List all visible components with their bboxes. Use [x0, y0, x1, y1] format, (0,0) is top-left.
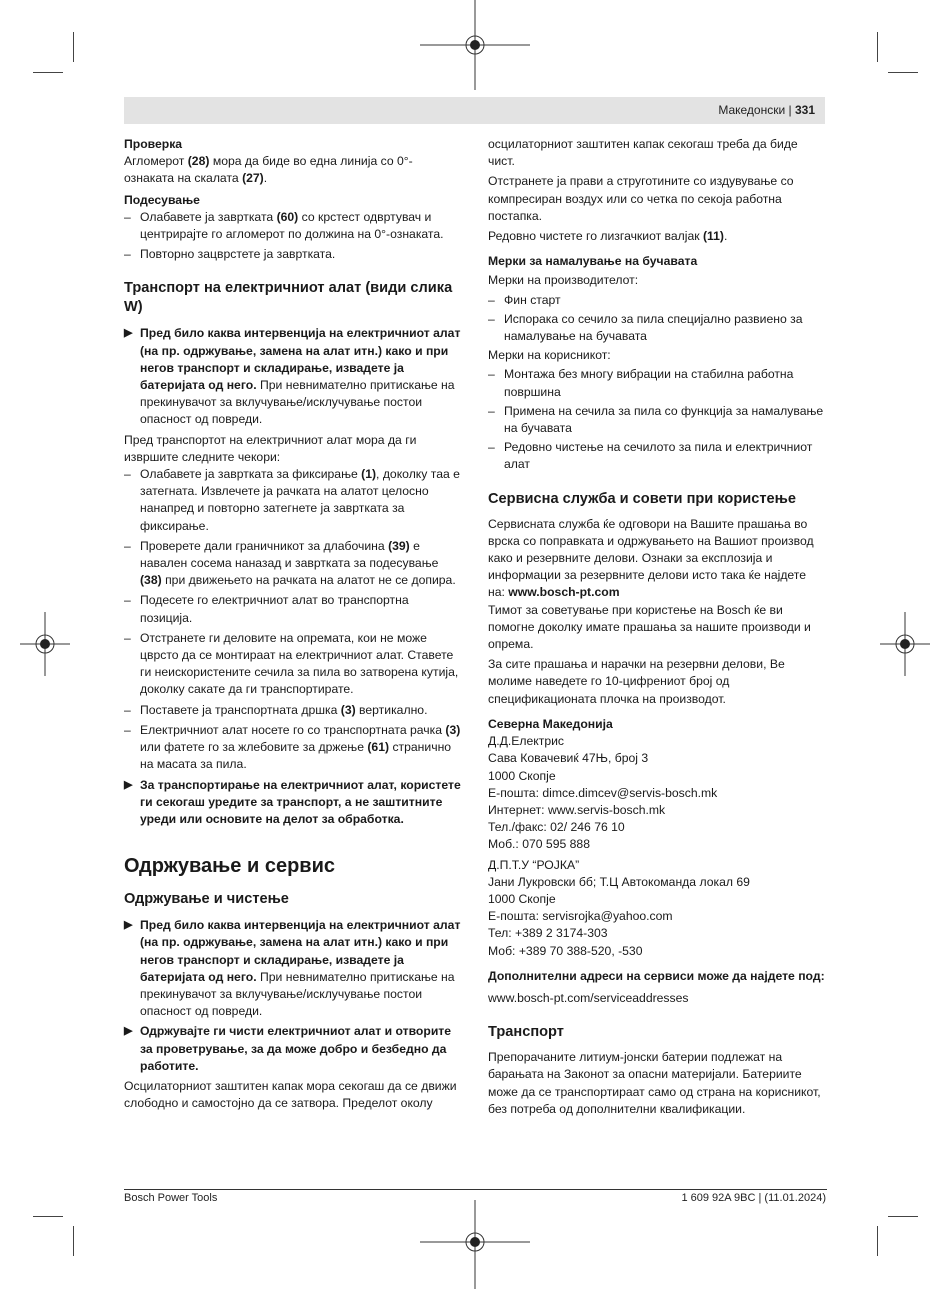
- paragraph: Осцилаторниот заштитен капак мора секогаш да се движи слободно и самостојно да се затвора. Пределот околу: [124, 1078, 457, 1111]
- check-heading: Проверка: [124, 137, 183, 151]
- triangle-bullet-icon: ▶: [124, 1025, 133, 1038]
- address-line: 1000 Скопје: [488, 891, 556, 906]
- cleaning-heading: Одржување и чистење: [124, 891, 289, 908]
- footer-brand: Bosch Power Tools: [124, 1192, 218, 1204]
- registration-mark-bottom: [420, 1200, 530, 1289]
- warning-item: ▶ За транспортирање на електричниот алат, користете ги секогаш уредите за транспорт, а не заштитните уреди или основите на делот за обработка.: [124, 777, 461, 826]
- crop-mark: [877, 32, 878, 62]
- list-item: – Олабавете ја завртката (60) со крстест одвртувач и центрирајте го агломерот по должина на 0°-ознаката.: [124, 209, 462, 243]
- footer-doc-id: 1 609 92A 9BC | (11.01.2024): [681, 1192, 826, 1204]
- address-line: Моб.: 070 595 888: [488, 837, 590, 852]
- paragraph: Сервисната служба ќе одговори на Вашите прашања во врска со поправката и одржувањето на Вашиот производ како и резервните делови. Ознаки за експлозија и информации за резервните делови исто така ќе најдете на: www.bosch-pt.com: [488, 516, 814, 600]
- service-addresses-link[interactable]: www.bosch-pt.com/serviceaddresses: [488, 990, 689, 1005]
- warning-item: ▶ Пред било каква интервенција на електричниот алат (на пр. одржување, замена на алат итн.) како и при негов транспорт и складирање, извадете ја батеријата од него. При невнимателно притискање на прекинувачот за вклучување/исклучување постои опасност од повреди.: [124, 918, 461, 1019]
- list-item: – Фин старт: [488, 292, 826, 309]
- transport-heading: Транспорт на електричниот алат (види слика W): [124, 280, 453, 316]
- list-item: – Испорака со сечило за пила специјално развиено за намалување на бучавата: [488, 311, 826, 345]
- warning-item: ▶ Пред било каква интервенција на електричниот алат (на пр. одржување, замена на алат итн.) како и при негов транспорт и складирање, извадете ја батеријата од него. При невнимателно притискање на прекинувачот за вклучување/исклучување постои опасност од повреди.: [124, 326, 461, 427]
- address-line: Интернет: www.servis-bosch.mk: [488, 802, 666, 817]
- registration-mark-right: [880, 612, 930, 676]
- address-line: Моб: +389 70 388-520, -530: [488, 943, 643, 958]
- address-line: Сава Ковачевиќ 47Њ, број 3: [488, 751, 649, 766]
- transport-heading: Транспорт: [488, 1024, 564, 1041]
- triangle-bullet-icon: ▶: [124, 327, 133, 340]
- paragraph: Препорачаните литиум-јонски батерии подлежат на барањата на Законот за опасни материјали. Батериите може да се транспортираат само од страна на корисникот, без потреба од дополнителни квалификации.: [488, 1050, 821, 1116]
- registration-mark-top: [420, 0, 530, 90]
- crop-mark: [888, 1216, 918, 1217]
- address-line: Д.Д.Електрис: [488, 734, 565, 749]
- service-heading: Сервисна служба и совети при користење: [488, 490, 796, 507]
- list-item: – Проверете дали граничникот за длабочина (39) е навален сосема наназад и завртката за подесување (38) при движењето на рачката на алатот не се допира.: [124, 538, 462, 590]
- address-line: Е-пошта: servisrojka@yahoo.com: [488, 909, 673, 924]
- crop-mark: [73, 1226, 74, 1256]
- triangle-bullet-icon: ▶: [124, 919, 133, 932]
- paragraph: Редовно чистете го лизгачкиот валјак (11).: [488, 229, 728, 244]
- header-language: Македонски: [718, 103, 786, 117]
- crop-mark: [73, 32, 74, 62]
- list-item: – Редовно чистење на сечилото за пила и електричниот алат: [488, 439, 826, 473]
- footer-divider: [124, 1189, 827, 1190]
- country-heading: Северна Македонија: [488, 716, 613, 731]
- paragraph: Мерки на производителот:: [488, 273, 639, 288]
- list-item: – Примена на сечила за пила со функција за намалување на бучавата: [488, 403, 826, 437]
- crop-mark: [33, 1216, 63, 1217]
- right-column: [488, 136, 826, 1118]
- paragraph: Отстранете ја прави а струготините со издувување со компресиран воздух или со четка по секоја работна постапка.: [488, 174, 794, 223]
- list-item: – Олабавете ја завртката за фиксирање (1), доколку таа е затегната. Извлечете ја рачката на алатот целосно нанапред и повторно затегнете ја завртката за фиксирање.: [124, 466, 462, 535]
- list-item: – Подесете го електричниот алат во транспортна позиција.: [124, 592, 462, 626]
- address-block: [488, 857, 826, 960]
- paragraph: Тимот за советување при користење на Bosch ќе ви помогне доколку имате прашања за нашите производи и опрема.: [488, 602, 811, 652]
- paragraph: осцилаторниот заштитен капак секогаш треба да биде чист.: [488, 137, 798, 169]
- address-line: Јани Лукровски бб; Т.Ц Автокоманда локал 69: [488, 874, 750, 889]
- page-number: 331: [794, 103, 815, 117]
- paragraph: Мерки на корисникот:: [488, 348, 611, 363]
- list-item: – Поставете ја транспортната дршка (3) вертикално.: [124, 702, 462, 719]
- address-line: Тел: +389 2 3174-303: [488, 926, 608, 941]
- noise-heading: Мерки за намалување на бучавата: [488, 254, 698, 269]
- crop-mark: [33, 72, 63, 73]
- address-line: Д.П.Т.У “РОЈКА”: [488, 857, 580, 872]
- list-item: – Повторно зацврстете ја завртката.: [124, 246, 462, 263]
- maintenance-heading: Одржување и сервис: [124, 855, 335, 878]
- crop-mark: [877, 1226, 878, 1256]
- page-header: [124, 97, 825, 124]
- paragraph: Пред транспортот на електричниот алат мора да ги извршите следните чекори:: [124, 432, 417, 464]
- list-item: – Електричниот алат носете го со транспортната рачка (3) или фатете го за жлебовите за држење (61) странично на масата за пила.: [124, 722, 462, 774]
- warning-item: ▶ Одржувајте ги чисти електричниот алат и отворите за проветрување, за да може добро и безбедно да работите.: [124, 1024, 452, 1073]
- paragraph: За сите прашања и нарачки на резервни делови, Ве молиме наведете го 10-цифрениот број од спецификационата плочка на производот.: [488, 657, 785, 706]
- address-block: [488, 733, 826, 853]
- list-item: – Отстранете ги деловите на опремата, кои не може цврсто да се монтираат на електричниот алат. Ставете ги неискористените сечила за пила во затворена кутија, доколку сакате да ги транспортирате.: [124, 630, 462, 699]
- check-paragraph: Агломерот (28) мора да биде во една линија со 0°-ознаката на скалата (27).: [124, 154, 413, 186]
- service-link[interactable]: www.bosch-pt.com: [508, 585, 620, 600]
- more-addresses-heading: Дополнителни адреси на сервиси може да најдете под:: [488, 968, 825, 983]
- address-line: Тел./факс: 02/ 246 76 10: [488, 820, 625, 835]
- crop-mark: [888, 72, 918, 73]
- triangle-bullet-icon: ▶: [124, 778, 133, 791]
- left-column: [124, 136, 462, 1112]
- header-text: Македонски | 331: [718, 103, 815, 117]
- address-line: 1000 Скопје: [488, 768, 556, 783]
- list-item: – Монтажа без многу вибрации на стабилна работна површина: [488, 366, 826, 400]
- adjust-heading: Подесување: [124, 192, 200, 207]
- registration-mark-left: [20, 612, 70, 676]
- address-line: Е-пошта: dimce.dimcev@servis-bosch.mk: [488, 785, 718, 800]
